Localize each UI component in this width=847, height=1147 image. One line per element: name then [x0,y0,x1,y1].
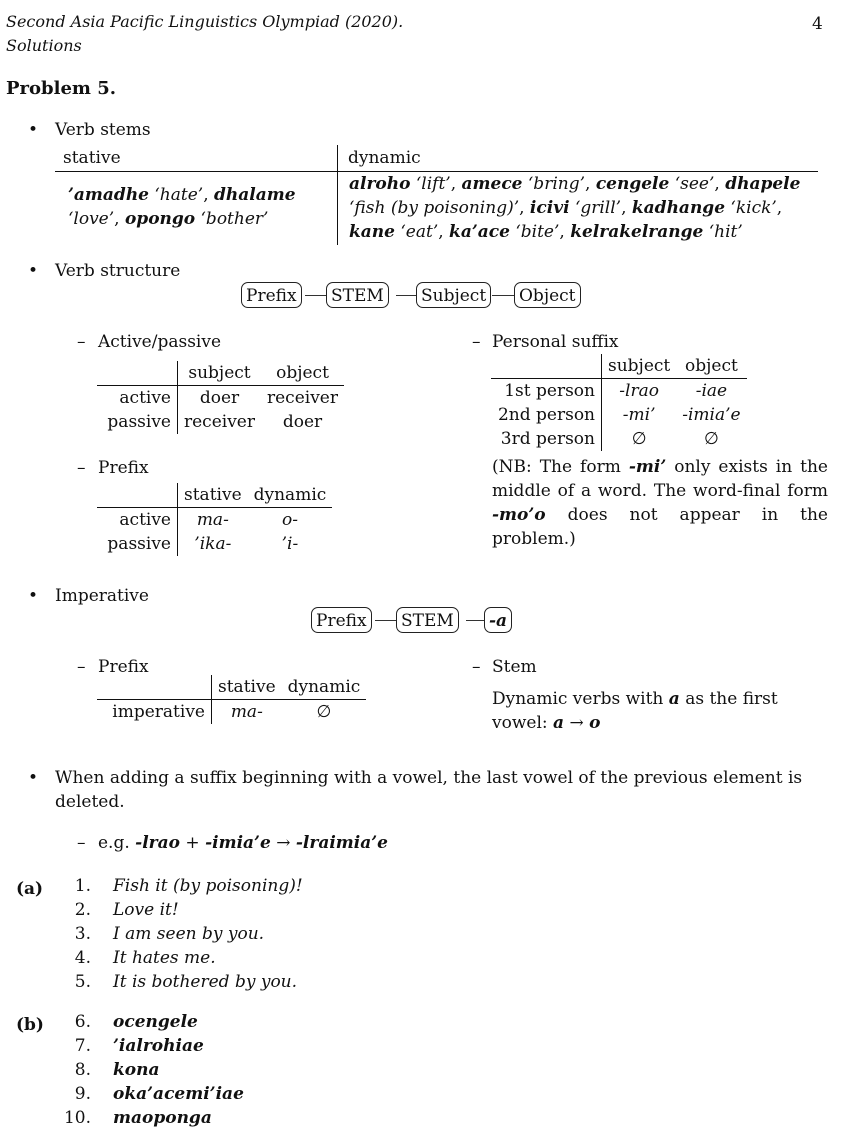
dynamic-stems-cell [349,172,819,244]
table-cell: ∅ [704,429,719,449]
dash: – [77,458,86,478]
structure-box-stem: STEM [326,282,389,308]
vowel-rule-line-1: When adding a suffix beginning with a vowel, the last vowel of the previous element is [55,768,803,788]
dash: – [472,657,481,677]
stem-word: kane [349,222,395,242]
bullet-verb-stems: • [28,120,39,140]
imperative-prefix-heading: Prefix [98,657,149,677]
stem-gloss: ‘bother’ [200,209,269,229]
item-number: 3. [74,924,91,944]
stem-gloss: ‘fish (by poisoning)’ [349,198,520,218]
structure-box-prefix: Prefix [241,282,302,308]
vowel-rule-line-2: deleted. [55,792,125,812]
dynamic-line-3: kane ‘eat’, ka’ace ‘bite’, kelrakelrange ‘hit’ [349,222,743,242]
example-label: e.g. [98,833,130,853]
item-number: 6. [74,1012,91,1032]
table-cell: ∅ [631,429,647,449]
table-row [97,386,344,411]
item-number: 2. [74,900,91,920]
verb-structure-heading: Verb structure [55,261,181,281]
stem-heading: Stem [492,657,537,677]
stem-rule-line-2 [492,711,600,735]
col-header-dynamic: dynamic [348,148,421,168]
row-label: active [97,386,178,411]
verb-stems-table [55,145,818,245]
table-header-row [491,354,747,379]
stem-rule-line-1 [492,687,778,711]
bullet-imperative: • [28,586,39,606]
example-suffix: -lrao [135,833,180,853]
table-cell: ma- [196,510,229,530]
row-label: active [97,508,178,533]
table-cell: o- [281,510,298,530]
stem-gloss: ‘kick’ [730,198,777,218]
bullet-vowel-rule: • [28,768,39,788]
part-a-label: (a) [16,879,44,899]
stem-word: dhalame [214,185,296,205]
list-item: maoponga [113,1108,212,1128]
stem-word: amece [461,174,523,194]
table-cell: -imia’e [682,405,741,425]
structure-connector [492,295,514,296]
table-cell: doer [282,412,323,432]
table-cell: ’ika- [194,534,232,554]
list-item: kona [113,1060,160,1080]
stem-word: dhapele [725,174,801,194]
dash: – [472,332,481,352]
item-number: 7. [74,1036,91,1056]
prefix-table [97,483,332,556]
arrow-icon: → [569,713,584,733]
item-number: 1. [74,876,91,896]
stem-word: opongo [124,209,196,229]
empty-corner [491,354,602,379]
stem-gloss: ‘love’ [68,209,115,229]
table-cell: -lrao [619,381,659,401]
table-row [491,403,747,427]
row-label: 2nd person [491,403,602,427]
structure-connector [396,295,416,296]
stem-rule-to: o [589,713,601,733]
bullet-verb-structure: • [28,261,39,281]
col-header: object [261,361,344,386]
part-b-label: (b) [16,1015,44,1035]
col-header: subject [178,361,262,386]
table-cell: receiver [184,412,255,432]
problem-title: Problem 5. [6,78,117,99]
list-item: I am seen by you. [113,924,265,944]
list-item: Fish it (by poisoning)! [113,876,303,896]
list-item: Love it! [113,900,179,920]
note-text: (NB: The form [492,457,621,477]
col-header: object [676,354,746,379]
structure-connector [375,620,396,621]
col-header: stative [178,483,248,508]
dash: – [77,833,86,853]
item-number: 10. [63,1108,91,1128]
list-item: ocengele [113,1012,198,1032]
stem-gloss: ‘see’ [674,174,715,194]
table-header-row [97,483,332,508]
col-header-stative: stative [63,148,121,168]
table-header-row [97,361,344,386]
stem-gloss: ‘hit’ [708,222,743,242]
list-item: It hates me. [113,948,216,968]
list-item: oka’acemi’iae [113,1084,244,1104]
table-row [491,379,747,404]
personal-suffix-heading: Personal suffix [492,332,619,352]
example-suffix: -imia’e [205,833,271,853]
item-number: 9. [74,1084,91,1104]
list-item: ’ialrohiae [113,1036,204,1056]
note-form: -mi’ [628,457,667,477]
stem-word: ’amadhe [68,185,149,205]
note-text: only exists in the middle of a word. The word-final form [492,457,828,501]
empty-corner [97,361,178,386]
stem-gloss: ‘bring’ [527,174,585,194]
table-header-row [97,675,366,700]
table-cell: ma- [230,702,263,722]
stem-word: icivi [529,198,570,218]
running-header-title: Second Asia Pacific Linguistics Olympiad (2020). [6,12,404,31]
structure-connector [466,620,484,621]
vowel-rule-example [98,831,388,855]
imperative-prefix-table [97,675,366,724]
page-number: 4 [812,14,823,34]
stem-text: Dynamic verbs with [492,689,664,709]
stative-line-2: ‘love’, opongo ‘bother’ [68,209,269,229]
imperative-heading: Imperative [55,586,149,606]
stem-word: kelrakelrange [570,222,704,242]
table-cell: -iae [695,381,728,401]
structure-connector [305,295,326,296]
table-row [97,508,332,533]
stem-word: ka’ace [449,222,510,242]
stem-word: cengele [595,174,670,194]
col-header: dynamic [248,483,333,508]
list-item: It is bothered by you. [113,972,298,992]
col-header: subject [602,354,677,379]
table-row [97,410,344,434]
table-cell: ’i- [281,534,299,554]
empty-corner [97,675,212,700]
stem-gloss: ‘lift’ [415,174,451,194]
row-label: passive [97,410,178,434]
item-number: 4. [74,948,91,968]
col-header: dynamic [282,675,367,700]
note-form: -mo’o [492,505,546,525]
item-number: 8. [74,1060,91,1080]
stative-line-1: ’amadhe ‘hate’, dhalame [68,185,296,205]
table-row [97,700,366,725]
imperative-box-suffix: -a [484,607,512,633]
dash: – [77,332,86,352]
row-label: 3rd person [491,427,602,451]
stem-word: kadhange [631,198,726,218]
personal-suffix-table [491,354,747,451]
dynamic-line-2: ‘fish (by poisoning)’, icivi ‘grill’, kadhange ‘kick’, [349,198,783,218]
dash: – [77,657,86,677]
table-cell: receiver [267,388,338,408]
structure-box-subject: Subject [416,282,491,308]
item-number: 5. [74,972,91,992]
empty-corner [97,483,178,508]
stem-word: alroho [349,174,411,194]
stem-gloss: ‘eat’ [400,222,439,242]
imperative-box-stem: STEM [396,607,459,633]
stem-text: as the first [685,689,778,709]
stem-gloss: ‘bite’ [515,222,560,242]
prefix-heading: Prefix [98,458,149,478]
structure-box-object: Object [514,282,581,308]
active-passive-heading: Active/passive [98,332,222,352]
table-row [97,532,332,556]
row-label: passive [97,532,178,556]
table-cell: doer [199,388,240,408]
stem-gloss: ‘hate’ [154,185,204,205]
imperative-box-prefix: Prefix [311,607,372,633]
plus-sign: + [185,833,200,853]
personal-suffix-note [492,455,828,551]
running-header-subtitle: Solutions [6,36,82,55]
verb-stems-heading: Verb stems [55,120,151,140]
row-label: 1st person [491,379,602,404]
stem-text: vowel: [492,713,548,733]
table-row [491,427,747,451]
stem-gloss: ‘grill’ [574,198,622,218]
arrow-icon: → [276,833,291,853]
example-result: -lraimia’e [295,833,388,853]
active-passive-table [97,361,344,434]
table-cell: ∅ [316,702,332,722]
col-header: stative [212,675,282,700]
table-cell: -mi’ [622,405,656,425]
stem-rule-from: a [553,713,565,733]
dynamic-line-1: alroho ‘lift’, amece ‘bring’, cengele ‘see’, dhapele [349,174,801,194]
stem-vowel: a [668,689,680,709]
stative-stems-cell [68,183,328,231]
note-text: does not appear in the problem.) [492,505,828,549]
table-column-rule [337,145,338,245]
row-label: imperative [97,700,212,725]
